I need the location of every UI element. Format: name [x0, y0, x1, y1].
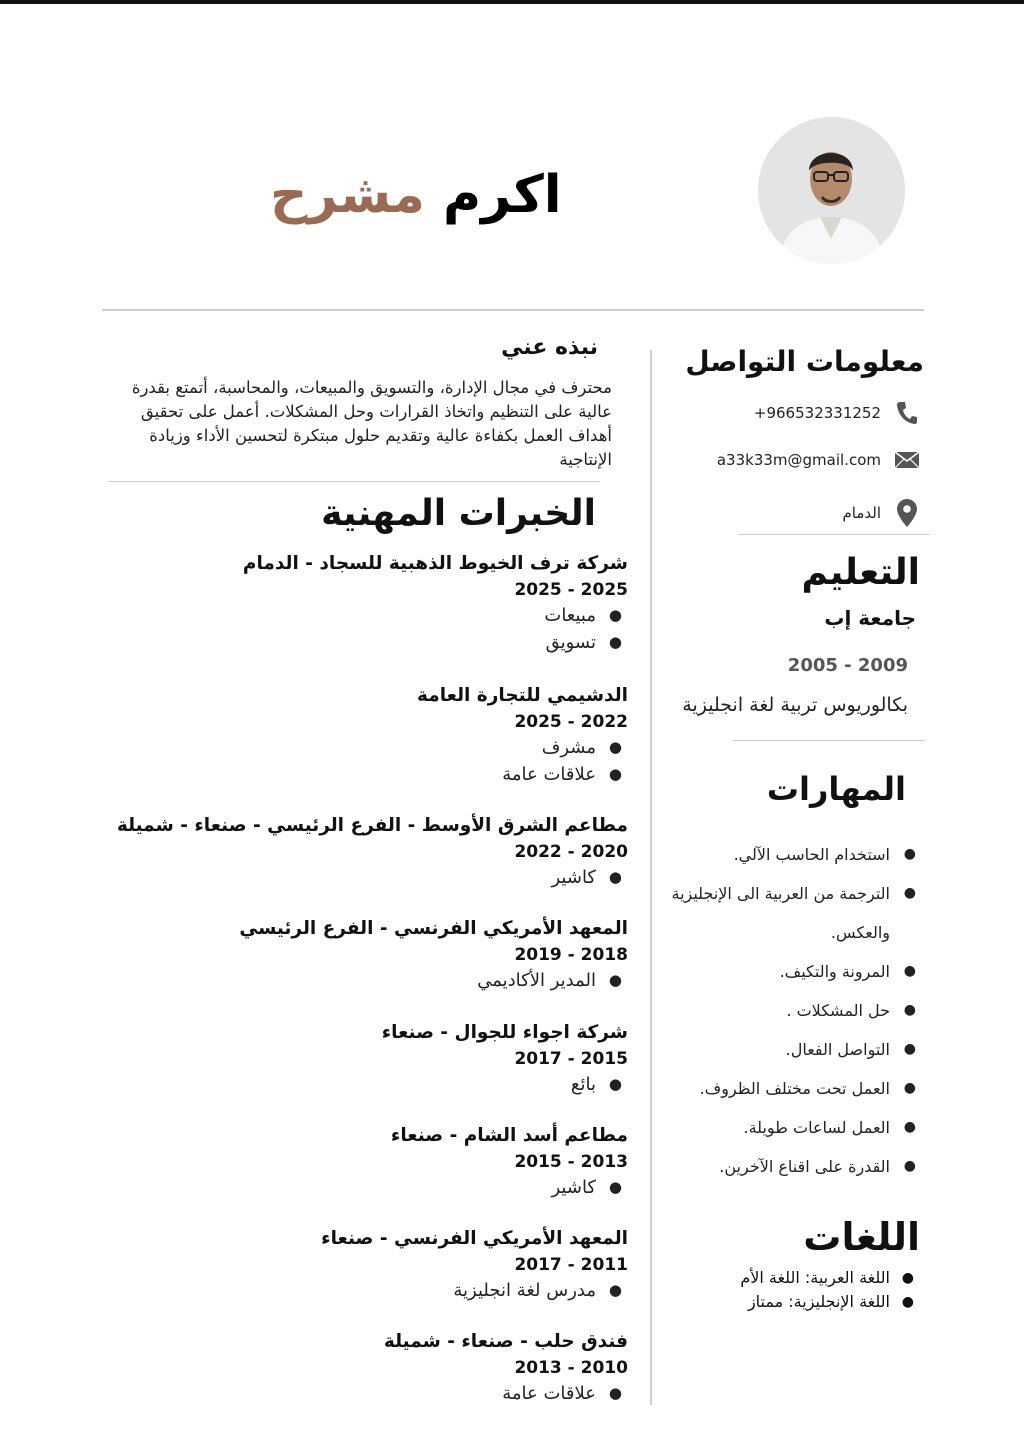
- job-company: الدشيمي للتجارة العامة: [417, 685, 628, 706]
- job-entry: [68, 1019, 628, 1122]
- language-item: ● اللغة العربية: اللغة الأم: [696, 1266, 916, 1290]
- skill-item: ● حل المشكلات .: [660, 991, 920, 1030]
- column-divider: [650, 350, 652, 1405]
- job-company: فندق حلب - صنعاء - شميلة: [383, 1331, 628, 1352]
- job-entry: [68, 550, 628, 682]
- education-degree: بكالوريوس تربية لغة انجليزية: [682, 694, 908, 716]
- email-value[interactable]: a33k33m@gmail.com: [716, 451, 881, 469]
- languages-title: اللغات: [803, 1215, 920, 1259]
- job-years: 2015 - 2017: [514, 1049, 628, 1069]
- job-roles: [68, 602, 628, 656]
- contact-phone-row: [754, 398, 919, 428]
- skill-item: ● القدرة على اقناع الآخرين.: [660, 1147, 920, 1186]
- job-entry: [68, 812, 628, 915]
- bullet-icon: ●: [608, 1075, 622, 1093]
- about-divider: [108, 481, 600, 482]
- contact-location-row: [842, 498, 919, 528]
- phone-icon: [895, 401, 919, 425]
- location-pin-icon: [895, 501, 919, 525]
- job-role: ● علاقات عامة: [68, 1380, 628, 1407]
- bullet-icon: ●: [608, 1281, 622, 1299]
- location-value: الدمام: [842, 504, 881, 522]
- envelope-icon: [895, 448, 919, 472]
- experience-list: [68, 550, 628, 1407]
- bullet-icon: ●: [608, 971, 622, 989]
- job-years: 2022 - 2025: [514, 712, 628, 732]
- job-roles: [68, 1174, 628, 1201]
- job-years: 2013 - 2015: [514, 1152, 628, 1172]
- job-years: 2018 - 2019: [514, 945, 628, 965]
- job-entry: [68, 1225, 628, 1328]
- bullet-icon: ●: [903, 1080, 916, 1096]
- bullet-icon: ●: [903, 963, 916, 979]
- bullet-icon: ●: [901, 1270, 914, 1286]
- job-company: المعهد الأمريكي الفرنسي - الفرع الرئيسي: [239, 918, 628, 939]
- about-text: محترف في مجال الإدارة، والتسويق والمبيعات، والمحاسبة، أتمتع بقدرة عالية على التنظيم واتخاذ القرارات وحل المشكلات. أعمل على تحقيق أهداف العمل بكفاءة عالية وتقديم حلول مبتكرة لتحسين الأداء وزيادة الإنتاجية: [131, 378, 612, 469]
- job-company: مطاعم أسد الشام - صنعاء: [390, 1125, 628, 1146]
- education-years: 2005 - 2009: [787, 655, 908, 676]
- bullet-icon: ●: [608, 1178, 622, 1196]
- job-role: ● المدير الأكاديمي: [68, 967, 628, 994]
- skills-title: المهارات: [766, 770, 906, 808]
- job-role: ● بائع: [68, 1071, 628, 1098]
- contact-email-row: [717, 445, 919, 475]
- job-roles: [68, 1277, 628, 1304]
- top-border: [0, 0, 1024, 4]
- job-roles: [68, 1380, 628, 1407]
- job-roles: [68, 1071, 628, 1098]
- bullet-icon: ●: [608, 1384, 622, 1402]
- header-divider: [102, 309, 924, 311]
- bullet-icon: ●: [903, 1158, 916, 1174]
- skill-item: ● العمل لساعات طويلة.: [660, 1108, 920, 1147]
- bullet-icon: ●: [608, 765, 622, 783]
- job-roles: [68, 967, 628, 994]
- experience-title: الخبرات المهنية: [321, 493, 596, 534]
- language-item: ● اللغة الإنجليزية: ممتاز: [696, 1290, 916, 1314]
- job-entry: [68, 1122, 628, 1225]
- full-name: [270, 160, 570, 230]
- skills-list: [660, 835, 920, 1186]
- bullet-icon: ●: [608, 868, 622, 886]
- education-university: جامعة إب: [824, 606, 916, 630]
- job-role: ● تسويق: [68, 629, 628, 656]
- bullet-icon: ●: [903, 846, 916, 862]
- job-roles: [68, 864, 628, 891]
- job-entry: [68, 1328, 628, 1407]
- bullet-icon: ●: [608, 738, 622, 756]
- job-years: 2025 - 2025: [514, 580, 628, 600]
- job-years: 2020 - 2022: [514, 842, 628, 862]
- education-divider: [733, 740, 925, 741]
- job-company: شركة ترف الخيوط الذهبية للسجاد - الدمام: [242, 553, 628, 574]
- skill-item: ● المرونة والتكيف.: [660, 952, 920, 991]
- job-entry: [68, 915, 628, 1019]
- job-role: ● مدرس لغة انجليزية: [68, 1277, 628, 1304]
- first-name: اكرم: [443, 165, 562, 225]
- job-years: 2011 - 2017: [514, 1255, 628, 1275]
- skill-item: ● العمل تحت مختلف الظروف.: [660, 1069, 920, 1108]
- bullet-icon: ●: [903, 885, 916, 901]
- bullet-icon: ●: [608, 606, 622, 624]
- contact-title: معلومات التواصل: [685, 345, 924, 378]
- skill-item: ● استخدام الحاسب الآلي.: [660, 835, 920, 874]
- languages-list: [696, 1266, 916, 1314]
- job-role: ● كاشير: [68, 1174, 628, 1201]
- about-title: نبذه عني: [501, 335, 598, 360]
- phone-value[interactable]: +966532331252: [753, 404, 881, 422]
- profile-photo: [758, 117, 905, 264]
- job-role: ● كاشير: [68, 864, 628, 891]
- skill-item: ● الترجمة من العربية الى الإنجليزية والعكس.: [660, 874, 920, 952]
- job-company: شركة اجواء للجوال - صنعاء: [381, 1022, 628, 1043]
- last-name: مشرح: [270, 165, 425, 225]
- contact-divider: [738, 534, 930, 535]
- skill-item: ● التواصل الفعال.: [660, 1030, 920, 1069]
- job-roles: [68, 734, 628, 788]
- job-company: المعهد الأمريكي الفرنسي - صنعاء: [321, 1228, 628, 1249]
- job-years: 2010 - 2013: [514, 1358, 628, 1378]
- job-role: ● علاقات عامة: [68, 761, 628, 788]
- job-entry: [68, 682, 628, 812]
- bullet-icon: ●: [903, 1119, 916, 1135]
- job-role: ● مشرف: [68, 734, 628, 761]
- education-title: التعليم: [801, 552, 920, 593]
- bullet-icon: ●: [903, 1041, 916, 1057]
- bullet-icon: ●: [608, 633, 622, 651]
- bullet-icon: ●: [901, 1294, 914, 1310]
- job-company: مطاعم الشرق الأوسط - الفرع الرئيسي - صنعاء - شميلة: [116, 815, 628, 836]
- bullet-icon: ●: [903, 1002, 916, 1018]
- job-role: ● مبيعات: [68, 602, 628, 629]
